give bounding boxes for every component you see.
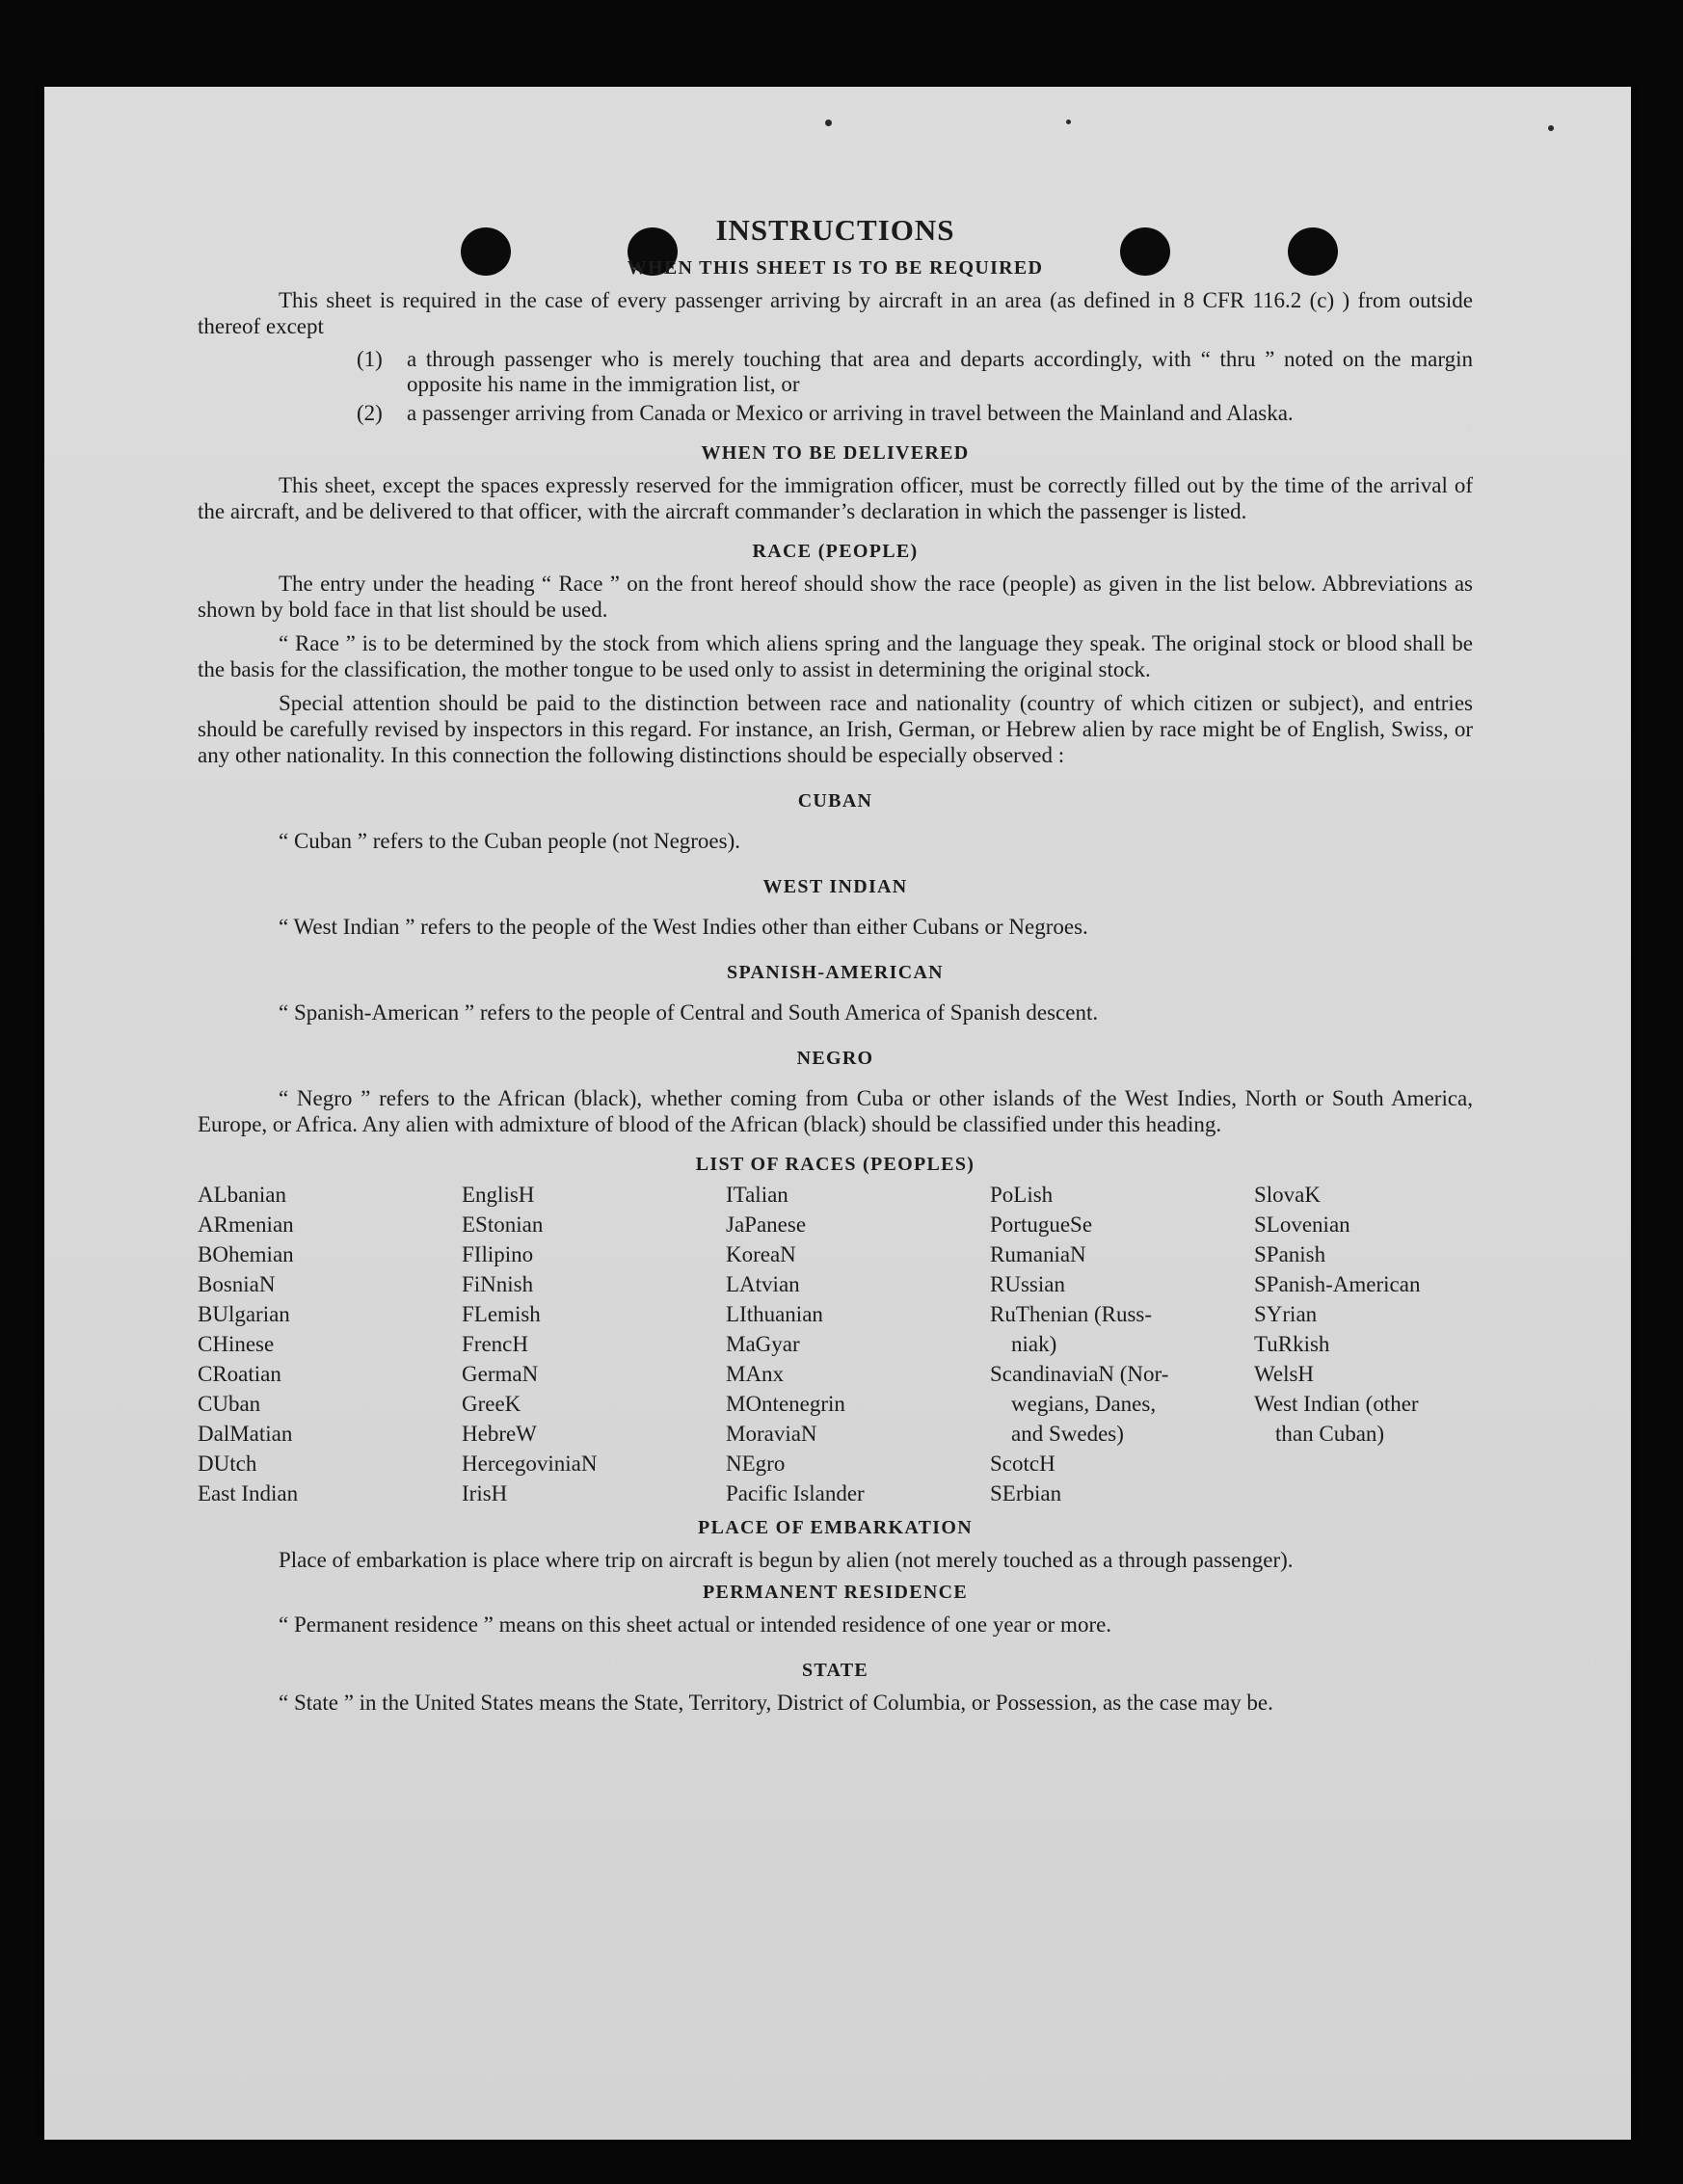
section-heading-cuban: CUBAN [797,790,873,812]
paragraph-negro: “ Negro ” refers to the African (black), whether coming from Cuba or other islands of the West Indies, North or South America, Europe, or Africa. Any alien with admixture of blood of the African (black) should be classified under this heading. [198,1086,1473,1137]
race-entry: East Indian [198,1481,299,1506]
section-heading-state: STATE [801,1660,869,1682]
race-entry: MOntenegrin [726,1392,845,1417]
race-entry: TuRkish [1254,1332,1330,1357]
paragraph-cuban: “ Cuban ” refers to the Cuban people (not Negroes). [279,829,741,854]
race-entry: EStonian [462,1212,544,1238]
race-entry: ScandinaviaN (Nor- [990,1362,1169,1387]
section-heading-residence: PERMANENT RESIDENCE [703,1582,968,1604]
race-entry: SErbian [990,1481,1062,1506]
race-entry: PoLish [990,1183,1054,1208]
race-entry: LIthuanian [726,1302,823,1327]
race-entry: RUssian [990,1272,1065,1297]
race-entry-continuation: wegians, Danes, [1011,1392,1157,1417]
list-item-number: (1) [357,347,383,372]
race-entry: MoraviaN [726,1422,817,1447]
race-entry: SYrian [1254,1302,1318,1327]
race-entry: FiNnish [462,1272,534,1297]
race-entry: NEgro [726,1452,786,1477]
race-entry: FIlipino [462,1242,534,1267]
race-entry: ScotcH [990,1452,1055,1477]
race-entry-continuation: niak) [1011,1332,1057,1357]
section-heading-spanish-american: SPANISH-AMERICAN [727,962,944,984]
ink-speck [1066,120,1071,124]
race-entry: CHinese [198,1332,275,1357]
race-entry: BOhemian [198,1242,294,1267]
section-heading-list-of-races: LIST OF RACES (PEOPLES) [695,1154,975,1176]
race-entry: CUban [198,1392,261,1417]
paragraph-west-indian: “ West Indian ” refers to the people of the West Indies other than either Cubans or Negroes. [279,915,1088,940]
race-entry: ITalian [726,1183,788,1208]
race-entry: MAnx [726,1362,785,1387]
race-entry: HebreW [462,1422,537,1447]
section-heading-when-required: WHEN THIS SHEET IS TO BE REQUIRED [627,257,1044,280]
page-title: INSTRUCTIONS [715,213,955,247]
section-heading-embarkation: PLACE OF EMBARKATION [698,1517,973,1539]
races-column [1254,1180,1483,1508]
race-entry: KoreaN [726,1242,796,1267]
section-heading-when-delivered: WHEN TO BE DELIVERED [701,442,970,465]
paragraph-race-2: “ Race ” is to be determined by the stock from which aliens spring and the language they speak. The original stock or blood shall be the basis for the classification, the mother tongue to be used only to assist in determining the original stock. [198,631,1473,682]
instructions-content [198,214,1473,1716]
paragraph-embarkation: Place of embarkation is place where trip on aircraft is begun by alien (not merely touched as a through passenger). [279,1548,1294,1573]
race-entry: GreeK [462,1392,521,1417]
paragraph-state: “ State ” in the United States means the State, Territory, District of Columbia, or Possession, as the case may be. [279,1691,1273,1716]
race-entry: SPanish [1254,1242,1326,1267]
race-entry-continuation: than Cuban) [1275,1422,1385,1447]
race-entry: BUlgarian [198,1302,290,1327]
race-entry: West Indian (other [1254,1392,1419,1417]
race-entry: WelsH [1254,1362,1315,1387]
list-item [357,347,1473,397]
race-entry: JaPanese [726,1212,807,1238]
paragraph-race-3: Special attention should be paid to the distinction between race and nationality (country of which citizen or subject), and entries should be carefully revised by inspectors in this regard. For instance, an Irish, German, or Hebrew alien by race might be of English, Swiss, or any other nationality. In this connection the following distinctions should be especially observed : [198,691,1473,768]
race-entry-continuation: and Swedes) [1011,1422,1124,1447]
race-entry: IrisH [462,1481,508,1506]
paragraph-spanish-american: “ Spanish-American ” refers to the people of Central and South America of Spanish descent. [279,1000,1099,1025]
race-entry: FLemish [462,1302,541,1327]
race-entry: ALbanian [198,1183,286,1208]
race-entry: CRoatian [198,1362,281,1387]
races-list [198,1180,1473,1508]
paragraph-when-delivered: This sheet, except the spaces expressly reserved for the immigration officer, must be correctly filled out by the time of the arrival of the aircraft, and be delivered to that officer, with the aircraft commander’s declaration in which the passenger is listed. [198,473,1473,524]
race-entry: RuThenian (Russ- [990,1302,1153,1327]
race-entry: Pacific Islander [726,1481,865,1506]
races-column [462,1180,726,1508]
race-entry: EnglisH [462,1183,535,1208]
section-heading-west-indian: WEST INDIAN [762,876,908,898]
paragraph-residence: “ Permanent residence ” means on this sheet actual or intended residence of one year or more. [279,1612,1112,1638]
race-entry: SlovaK [1254,1183,1321,1208]
exception-list [357,347,1473,426]
race-entry: DalMatian [198,1422,293,1447]
list-item [357,401,1473,426]
race-entry: MaGyar [726,1332,800,1357]
paragraph-race-1: The entry under the heading “ Race ” on the front hereof should show the race (people) as given in the list below. Abbreviations as shown by bold face in that list should be used. [198,572,1473,623]
list-item-text: a through passenger who is merely touching that area and departs accordingly, with “ thru ” noted on the margin opposite his name in the immigration list, or [407,347,1473,397]
ink-speck [825,120,832,126]
race-entry: LAtvian [726,1272,800,1297]
race-entry: RumaniaN [990,1242,1086,1267]
race-entry: FrencH [462,1332,528,1357]
race-entry: HercegoviniaN [462,1452,598,1477]
ink-speck [1548,125,1554,131]
race-entry: DUtch [198,1452,257,1477]
race-entry: ARmenian [198,1212,294,1238]
race-entry: SLovenian [1254,1212,1350,1238]
list-item-text: a passenger arriving from Canada or Mexico or arriving in travel between the Mainland and Alaska. [407,401,1294,426]
race-entry: BosniaN [198,1272,276,1297]
race-entry: PortugueSe [990,1212,1093,1238]
race-entry: GermaN [462,1362,539,1387]
race-entry: SPanish-American [1254,1272,1421,1297]
races-column [198,1180,462,1508]
races-column [990,1180,1254,1508]
races-column [726,1180,990,1508]
paragraph-when-required: This sheet is required in the case of every passenger arriving by aircraft in an area (as defined in 8 CFR 116.2 (c) ) from outside thereof except [198,288,1473,339]
section-heading-race: RACE (PEOPLE) [752,541,919,563]
list-item-number: (2) [357,401,383,426]
section-heading-negro: NEGRO [796,1048,874,1070]
